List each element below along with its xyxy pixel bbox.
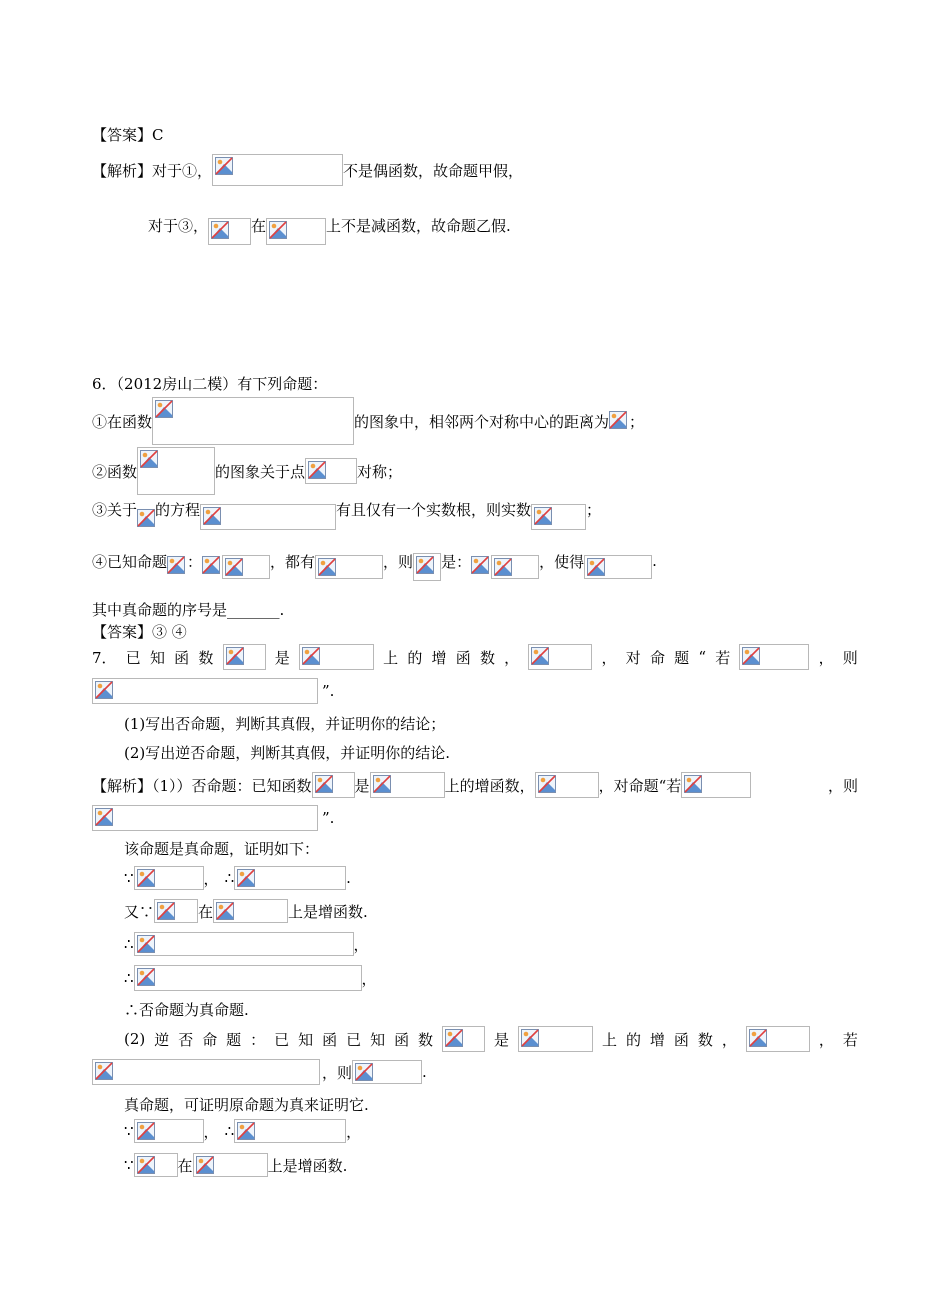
formula-image [222, 555, 270, 579]
broken-image-icon [445, 1029, 463, 1047]
sol7-line-3: 该命题是真命题，证明如下： [124, 839, 320, 858]
formula-image [299, 644, 374, 670]
formula-image [531, 504, 586, 530]
broken-image-icon [226, 647, 244, 665]
formula-image [134, 866, 204, 890]
broken-image-icon [318, 558, 336, 576]
formula-image [212, 154, 343, 186]
broken-image-icon [137, 1156, 155, 1174]
q7-part-1: (1)写出否命题，判断其真假，并证明你的结论； [124, 714, 446, 733]
broken-image-icon [531, 647, 549, 665]
formula-image [471, 556, 491, 578]
broken-image-icon [95, 808, 113, 826]
formula-image [413, 553, 441, 581]
solution-line-1: 【解析】 对于①， 不是偶函数，故命题甲假， [92, 153, 523, 187]
broken-image-icon [140, 450, 158, 468]
broken-image-icon [203, 507, 221, 525]
broken-image-icon [308, 461, 326, 479]
q6-item-4: ④已知命题 ： ，都有 ，则 是： ，使得 . [92, 544, 657, 578]
broken-image-icon [355, 1063, 373, 1081]
formula-image [584, 555, 652, 579]
broken-image-icon [373, 775, 391, 793]
formula-image [609, 411, 629, 431]
formula-image [746, 1026, 810, 1052]
broken-image-icon [202, 556, 220, 574]
broken-image-icon [137, 869, 155, 887]
formula-image [266, 218, 326, 245]
broken-image-icon [225, 558, 243, 576]
broken-image-icon [215, 157, 233, 175]
formula-image [739, 644, 809, 670]
answer-line [92, 117, 163, 151]
formula-image [213, 899, 288, 923]
q6-item-3: ③关于 的方程 有且仅有一个实数根，则实数 ； [92, 492, 601, 526]
sol7-line-1: 【解析】（1））否命题：已知函数 是 上的增函数， ，对命题“若 ，则 [92, 768, 858, 802]
sol7-line-7: ∴ ， [124, 961, 377, 995]
broken-image-icon [609, 411, 627, 429]
q6-item-1: ①在函数 的图象中，相邻两个对称中心的距离为 ； [92, 396, 644, 446]
formula-image [518, 1026, 593, 1052]
broken-image-icon [95, 1062, 113, 1080]
q7-part-2: (2)写出逆否命题，判断其真假，并证明你的结论. [124, 743, 451, 762]
broken-image-icon [167, 556, 185, 574]
broken-image-icon [95, 681, 113, 699]
sol7-line-8: ∴否命题为真命题. [124, 1000, 249, 1019]
sol7-line-6: ∴ ， [124, 927, 369, 961]
formula-image [681, 772, 751, 798]
formula-image [315, 555, 383, 579]
formula-image [200, 504, 336, 530]
q7-line-2: ”. [92, 674, 334, 708]
formula-image [535, 772, 599, 798]
formula-image [134, 1119, 204, 1143]
sol7-part2-line-5: ∵ 在 上是增函数. [124, 1148, 347, 1182]
formula-image [137, 509, 155, 529]
solution-line-2: 对于③， 在 上不是减函数，故命题乙假. [148, 208, 511, 242]
sol7-line-5: 又∵ 在 上是增函数. [124, 894, 368, 928]
broken-image-icon [534, 507, 552, 525]
q6-answer: 【答案】③ ④ [92, 622, 187, 641]
formula-image [352, 1060, 422, 1084]
broken-image-icon [416, 556, 434, 574]
broken-image-icon [471, 556, 489, 574]
answer-text: 【答案】C [92, 125, 164, 144]
formula-image [134, 965, 362, 991]
sol7-part2-line-4: ∵ ， ∴ ， [124, 1114, 361, 1148]
broken-image-icon [137, 968, 155, 986]
broken-image-icon [237, 869, 255, 887]
broken-image-icon [269, 221, 287, 239]
formula-image [442, 1026, 485, 1052]
broken-image-icon [684, 775, 702, 793]
broken-image-icon [157, 902, 175, 920]
sol7-part2-line-3: 真命题，可证明原命题为真来证明它. [124, 1095, 369, 1114]
broken-image-icon [587, 558, 605, 576]
formula-image [370, 772, 445, 798]
formula-image [92, 678, 318, 704]
broken-image-icon [137, 509, 155, 527]
formula-image [167, 556, 187, 578]
formula-image [234, 866, 346, 890]
formula-image [92, 1059, 320, 1085]
broken-image-icon [302, 647, 320, 665]
formula-image [234, 1119, 346, 1143]
broken-image-icon [315, 775, 333, 793]
broken-image-icon [137, 1122, 155, 1140]
broken-image-icon [211, 221, 229, 239]
broken-image-icon [538, 775, 556, 793]
broken-image-icon [196, 1156, 214, 1174]
q7-line-1: 7． 已 知 函 数 是 上 的 增 函 数 ， ， 对 命 题 “ 若 ， 则 [92, 640, 858, 674]
formula-image [134, 932, 354, 956]
formula-image [491, 555, 539, 579]
broken-image-icon [494, 558, 512, 576]
formula-image [208, 218, 251, 245]
formula-image [193, 1153, 268, 1177]
formula-image [528, 644, 592, 670]
broken-image-icon [137, 935, 155, 953]
broken-image-icon [155, 400, 173, 418]
sol7-part2-line-2: ，则 . [92, 1055, 427, 1089]
formula-image [92, 805, 318, 831]
sol7-line-4: ∵ ， ∴ . [124, 861, 351, 895]
sol7-part2-line-1: (2) 逆 否 命 题 ： 已 知 函 已 知 函 数 是 上 的 增 函 数 ， ， 若 [124, 1022, 858, 1056]
broken-image-icon [749, 1029, 767, 1047]
broken-image-icon [237, 1122, 255, 1140]
q6-item-2: ②函数 的图象关于点 对称； [92, 446, 402, 496]
broken-image-icon [216, 902, 234, 920]
formula-image [305, 458, 357, 484]
formula-image [137, 447, 215, 495]
formula-image [202, 556, 222, 578]
q6-title: 6．（2012房山二模）有下列命题： [92, 374, 328, 393]
formula-image [154, 899, 198, 923]
broken-image-icon [742, 647, 760, 665]
formula-image [152, 397, 354, 445]
formula-image [134, 1153, 178, 1177]
formula-image [312, 772, 355, 798]
q6-tail: 其中真命题的序号是_______. [92, 600, 285, 619]
formula-image [223, 644, 266, 670]
broken-image-icon [521, 1029, 539, 1047]
sol7-line-2: ”. [92, 801, 334, 835]
